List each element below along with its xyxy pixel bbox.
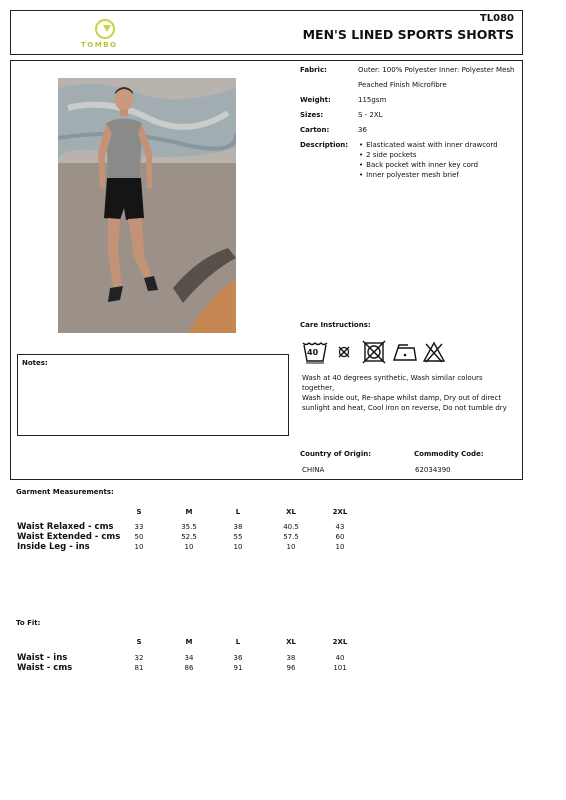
size-header: L (235, 638, 241, 646)
feature-list (359, 140, 498, 180)
feature-item: • Elasticated waist with inner drawcord (359, 140, 498, 150)
table-cell: 33 (134, 523, 144, 531)
commodity-value: 62034390 (415, 466, 451, 474)
description-label: Description: (300, 141, 349, 149)
sizes-value: S - 2XL (358, 111, 383, 119)
table-cell: 55 (233, 533, 243, 541)
size-header: S (136, 508, 142, 516)
table-cell: 10 (286, 543, 296, 551)
size-header: XL (286, 638, 296, 646)
table-cell: 38 (233, 523, 243, 531)
table-cell: 38 (286, 654, 296, 662)
table-row-label: Waist - ins (17, 653, 68, 663)
table-cell: 43 (335, 523, 345, 531)
no-bleach-triangle-icon (422, 340, 446, 364)
tombo-logo-icon (95, 19, 115, 39)
size-header: XL (286, 508, 296, 516)
table-cell: 10 (134, 543, 144, 551)
size-header: 2XL (332, 508, 348, 516)
carton-value: 36 (358, 126, 367, 134)
fabric-label: Fabric: (300, 66, 327, 74)
table-cell: 35.5 (181, 523, 197, 531)
table-cell: 86 (184, 664, 194, 672)
table-row-label: Waist Relaxed - cms (17, 522, 114, 532)
notes-box (17, 354, 289, 436)
to-fit-title: To Fit: (16, 619, 41, 627)
care-label: Care Instructions: (300, 321, 371, 329)
table-cell: 40.5 (283, 523, 299, 531)
care-text-line: sunlight and heat, Cool iron on reverse, Do not tumble dry (302, 404, 507, 412)
table-row-label: Waist - cms (17, 663, 73, 673)
notes-label: Notes: (22, 359, 48, 367)
product-code: TL080 (479, 13, 514, 24)
size-header: M (185, 508, 193, 516)
table-cell: 91 (233, 664, 243, 672)
wash-temperature: 40 (307, 348, 319, 357)
carton-label: Carton: (300, 126, 330, 134)
product-photo (58, 78, 236, 333)
size-header: S (136, 638, 142, 646)
feature-item: • 2 side pockets (359, 150, 498, 160)
no-tumble-dry-icon (362, 340, 386, 364)
table-cell: 10 (184, 543, 194, 551)
table-row-label: Inside Leg - ins (17, 542, 90, 552)
fabric-value-2: Peached Finish Microfibre (358, 81, 447, 89)
table-cell: 10 (335, 543, 345, 551)
logo-text: TOMBO (81, 41, 118, 49)
care-text-line: Wash inside out, Re-shape whilst damp, Dry out of direct (302, 394, 502, 402)
table-cell: 36 (233, 654, 243, 662)
care-text-line: Wash at 40 degrees synthetic, Wash similar colours together, (302, 374, 483, 392)
table-cell: 60 (335, 533, 345, 541)
size-header: M (185, 638, 193, 646)
country-value: CHINA (302, 466, 325, 474)
product-title: MEN'S LINED SPORTS SHORTS (302, 27, 514, 42)
weight-value: 115gsm (358, 96, 387, 104)
feature-item: • Inner polyester mesh brief (359, 170, 498, 180)
header-box (10, 10, 523, 55)
size-header: 2XL (332, 638, 348, 646)
table-cell: 34 (184, 654, 194, 662)
table-cell: 57.5 (283, 533, 299, 541)
table-cell: 101 (333, 664, 347, 672)
care-text (302, 373, 517, 413)
table-cell: 10 (233, 543, 243, 551)
table-row-label: Waist Extended - cms (17, 532, 121, 542)
table-cell: 40 (335, 654, 345, 662)
garment-measurements-title: Garment Measurements: (16, 488, 114, 496)
no-bleach-icon (337, 340, 351, 364)
weight-label: Weight: (300, 96, 331, 104)
table-cell: 96 (286, 664, 296, 672)
commodity-label: Commodity Code: (414, 450, 484, 458)
feature-item: • Back pocket with inner key cord (359, 160, 498, 170)
table-cell: 81 (134, 664, 144, 672)
sizes-label: Sizes: (300, 111, 324, 119)
table-cell: 50 (134, 533, 144, 541)
country-label: Country of Origin: (300, 450, 371, 458)
fabric-value: Outer: 100% Polyester Inner: Polyester Mesh (358, 66, 515, 74)
size-header: L (235, 508, 241, 516)
table-cell: 52.5 (181, 533, 197, 541)
table-cell: 32 (134, 654, 144, 662)
cool-iron-icon (392, 340, 418, 364)
